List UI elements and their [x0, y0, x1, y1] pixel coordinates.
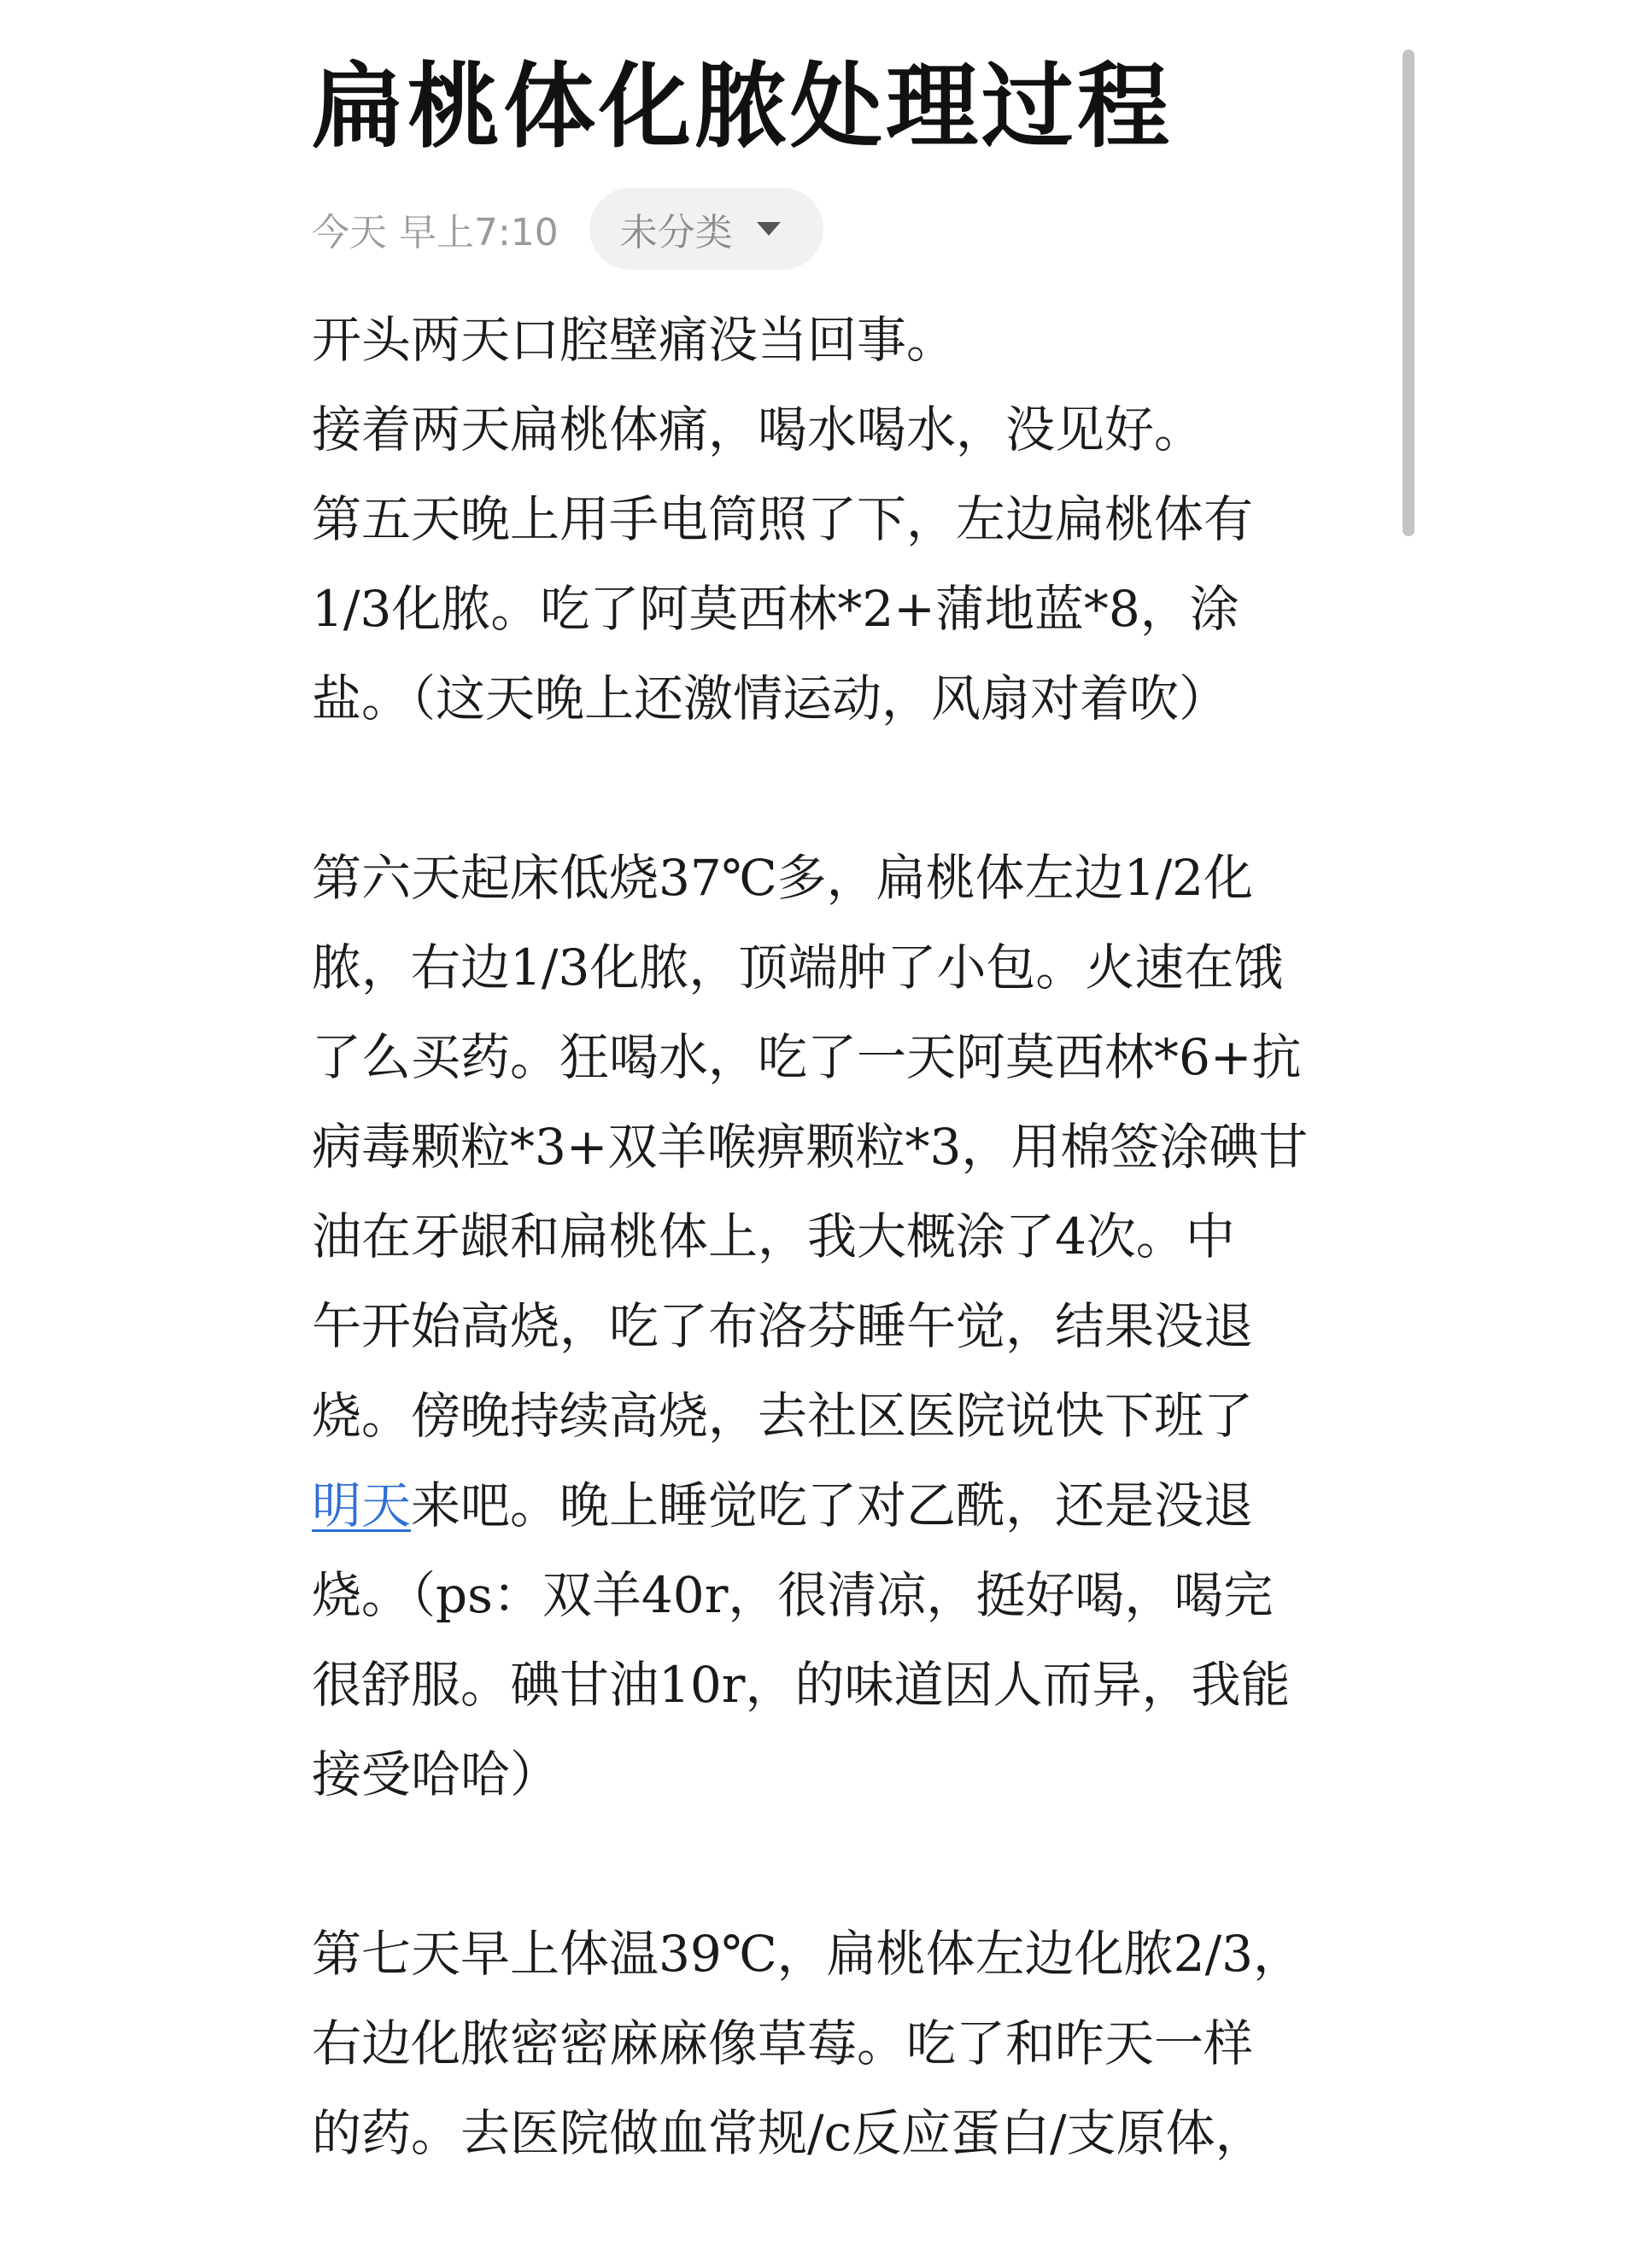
category-dropdown[interactable]	[589, 188, 823, 270]
paragraph-3	[312, 1909, 1362, 2178]
note-meta	[312, 188, 1362, 270]
text-line: 病毒颗粒*3+双羊喉痹颗粒*3，用棉签涂碘甘	[312, 1118, 1309, 1176]
text-line: 第五天晚上用手电筒照了下，左边扁桃体有	[312, 490, 1254, 548]
chevron-down-icon	[757, 222, 781, 236]
text-line: 右边化脓密密麻麻像草莓。吃了和昨天一样	[312, 2014, 1254, 2072]
date-link[interactable]: 明天	[312, 1476, 412, 1534]
text-line: 第七天早上体温39℃，扁桃体左边化脓2/3，	[312, 1925, 1303, 1983]
category-label: 未分类	[619, 211, 733, 254]
text-line: 盐。（这天晚上还激情运动，风扇对着吹）	[312, 669, 1229, 728]
note-title[interactable]: 扁桃体化脓处理过程	[312, 53, 1174, 161]
scrollbar[interactable]	[1403, 50, 1414, 536]
text-line: 烧。傍晚持续高烧，去社区医院说快下班了	[312, 1387, 1254, 1445]
paragraph-1	[312, 295, 1362, 744]
text-fragment: 来吧。晚上睡觉吃了对乙酰，还是没退	[411, 1476, 1254, 1534]
scrollbar-thumb[interactable]	[1403, 50, 1414, 536]
text-line: 第六天起床低烧37℃多，扁桃体左边1/2化	[312, 849, 1254, 907]
text-line: 接着两天扁桃体痛，喝水喝水，没见好。	[312, 400, 1204, 459]
text-line: 接受哈哈）	[312, 1745, 560, 1803]
text-line: 开头两天口腔壁痛没当回事。	[312, 311, 957, 369]
text-line: 1/3化脓。吃了阿莫西林*2+蒲地蓝*8，涂	[312, 580, 1239, 638]
note-container	[312, 43, 1362, 2268]
note-timestamp: 今天 早上7:10	[312, 211, 559, 254]
text-line: 午开始高烧，吃了布洛芬睡午觉，结果没退	[312, 1297, 1254, 1355]
text-line: 很舒服。碘甘油10r，的味道因人而异，我能	[312, 1656, 1291, 1714]
note-body[interactable]	[312, 295, 1362, 2178]
text-line-with-link	[312, 1461, 1362, 1551]
text-line: 了么买药。狂喝水，吃了一天阿莫西林*6+抗	[312, 1028, 1302, 1086]
paragraph-2	[312, 833, 1362, 1820]
text-line: 油在牙龈和扁桃体上，我大概涂了4次。中	[312, 1207, 1235, 1266]
text-line: 的药。去医院做血常规/c反应蛋白/支原体，	[312, 2104, 1265, 2162]
text-line: 脓，右边1/3化脓，顶端肿了小包。火速在饿	[312, 938, 1284, 997]
text-line: 烧。（ps：双羊40r，很清凉，挺好喝，喝完	[312, 1566, 1274, 1624]
